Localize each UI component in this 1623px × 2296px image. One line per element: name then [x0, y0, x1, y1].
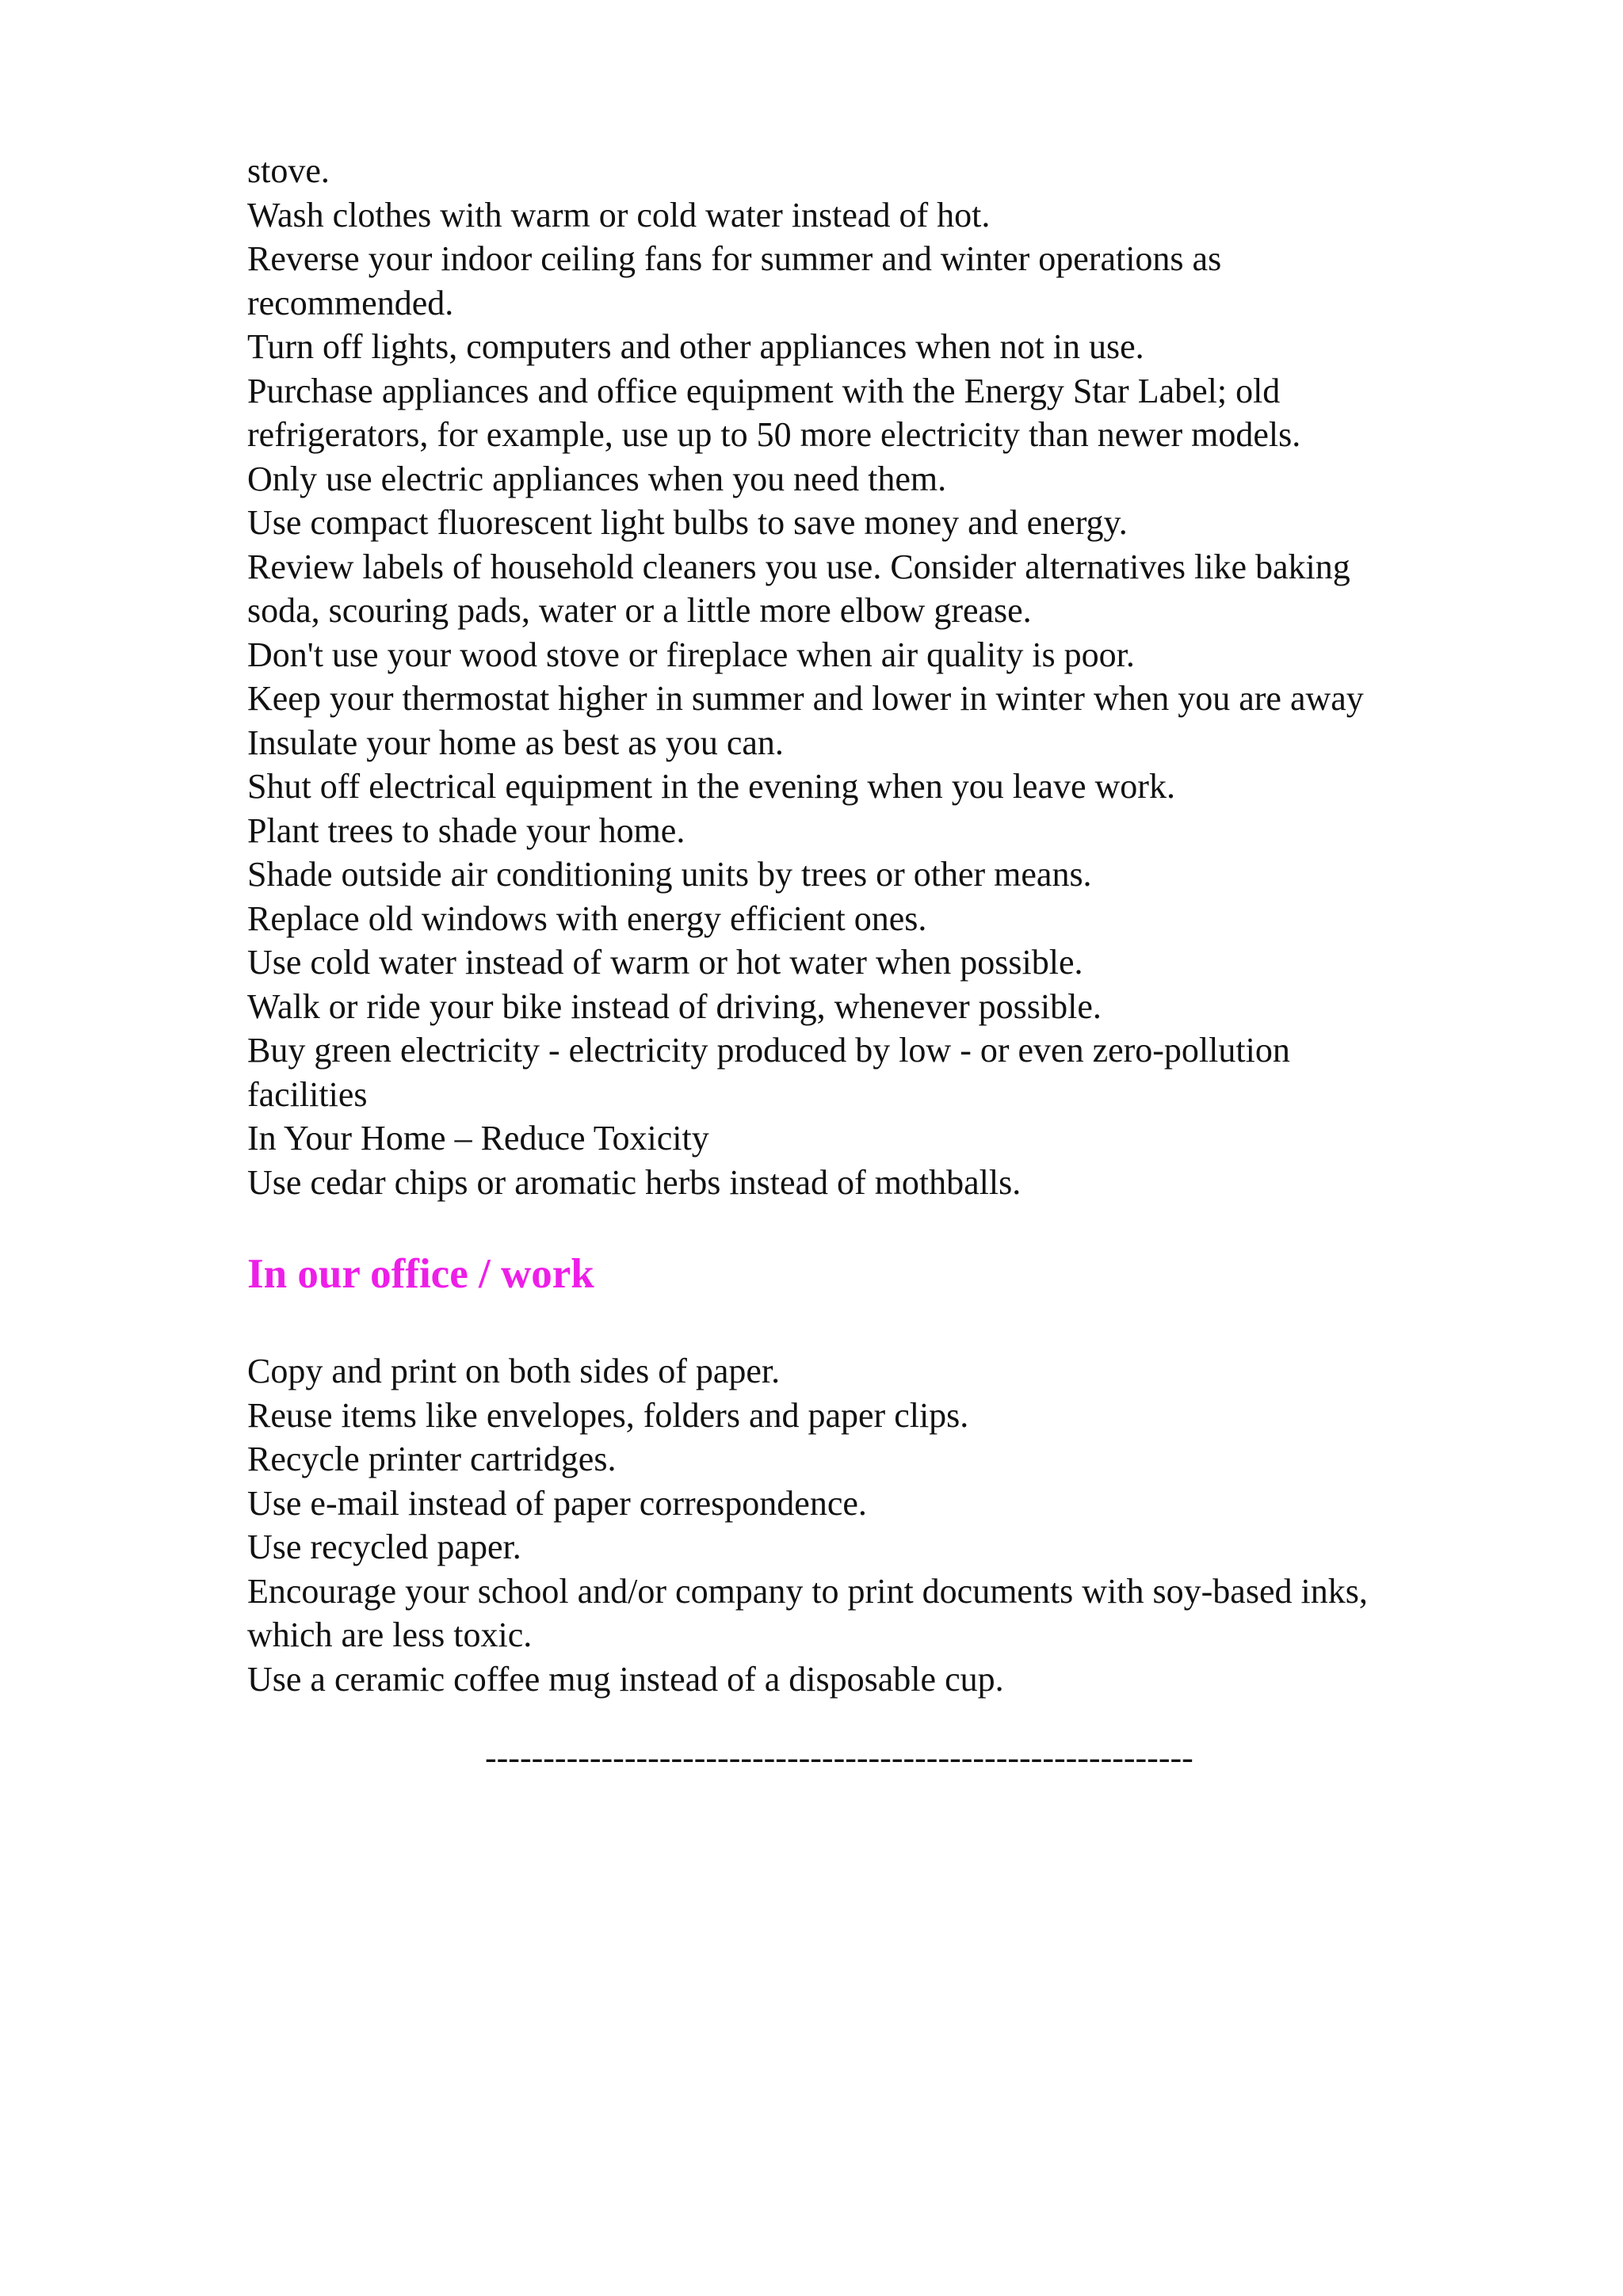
list-item: Walk or ride your bike instead of driving, whenever possible.	[247, 986, 1102, 1026]
list-item: Don't use your wood stove or fireplace when air quality is poor.	[247, 635, 1135, 674]
list-item: Use e-mail instead of paper correspondence.	[247, 1483, 867, 1523]
list-item: Use cedar chips or aromatic herbs instead of mothballs.	[247, 1162, 1022, 1202]
list-item: Insulate your home as best as you can.	[247, 723, 784, 762]
list-item: Recycle printer cartridges.	[247, 1440, 617, 1478]
list-item: In Your Home – Reduce Toxicity	[247, 1119, 709, 1158]
home-tips-list	[247, 149, 1396, 1204]
list-item: Purchase appliances and office equipment with the Energy Star Label; old refrigerators, for example, use up to 50 more electricity than newer models.	[247, 371, 1301, 454]
list-item: Encourage your school and/or company to print documents with soy-based inks, which are less toxic.	[247, 1571, 1368, 1654]
list-item: Use compact fluorescent light bulbs to save money and energy.	[247, 503, 1128, 542]
page-content	[247, 149, 1396, 1779]
list-item: Wash clothes with warm or cold water instead of hot.	[247, 195, 991, 235]
list-item: Reuse items like envelopes, folders and paper clips.	[247, 1395, 969, 1435]
list-item: Copy and print on both sides of paper.	[247, 1352, 781, 1390]
office-tips-list	[247, 1349, 1396, 1701]
list-item: stove.	[247, 151, 330, 190]
list-item: Review labels of household cleaners you use. Consider alternatives like baking soda, scouring pads, water or a little more elbow grease.	[247, 547, 1350, 630]
list-item: Keep your thermostat higher in summer and lower in winter when you are away	[247, 679, 1364, 718]
list-item: Shade outside air conditioning units by trees or other means.	[247, 855, 1092, 894]
list-item: Turn off lights, computers and other appliances when not in use.	[247, 327, 1144, 366]
list-item: Reverse your indoor ceiling fans for summer and winter operations as recommended.	[247, 239, 1222, 322]
section-heading-office: In our office / work	[247, 1251, 594, 1297]
list-item: Use recycled paper.	[247, 1527, 521, 1566]
list-item: Only use electric appliances when you need them.	[247, 459, 947, 498]
list-item: Shut off electrical equipment in the evening when you leave work.	[247, 767, 1175, 806]
divider-line: -------------------------------------------------------------	[485, 1738, 1193, 1777]
list-item: Replace old windows with energy efficient ones.	[247, 898, 927, 938]
list-item: Buy green electricity - electricity produced by low - or even zero-pollution facilities	[247, 1031, 1290, 1114]
list-item: Use a ceramic coffee mug instead of a disposable cup.	[247, 1659, 1004, 1699]
list-item: Use cold water instead of warm or hot water when possible.	[247, 943, 1083, 982]
list-item: Plant trees to shade your home.	[247, 810, 685, 850]
